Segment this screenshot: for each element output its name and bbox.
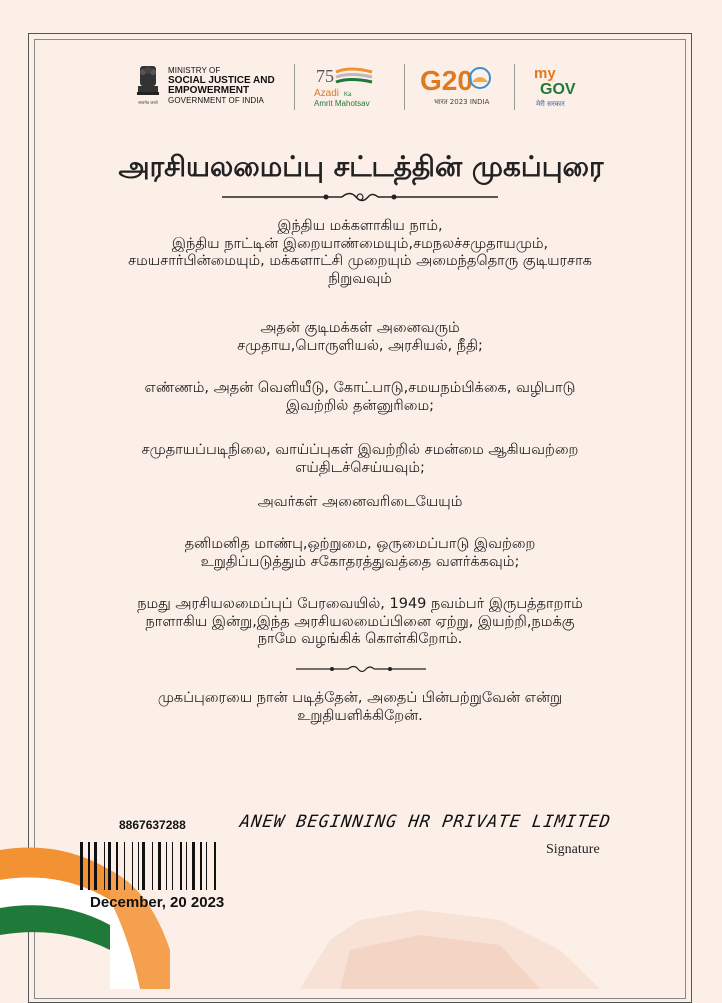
preamble-paragraph xyxy=(60,320,660,355)
preamble-paragraph xyxy=(60,218,660,288)
preamble-paragraph xyxy=(60,596,660,649)
preamble-line: சமுதாய,பொருளியல், அரசியல், நீதி; xyxy=(237,337,483,354)
preamble-line: சமயசார்பின்மையும், மக்களாட்சி முறையும் அமைந்ததொரு குடியரசாக xyxy=(128,253,592,269)
barcode-bar xyxy=(214,842,216,890)
g20-logo xyxy=(418,62,498,110)
logo-separator xyxy=(514,64,515,110)
preamble-line: சமுதாயப்படிநிலை, வாய்ப்புகள் இவற்றில் சமன்மை ஆகியவற்றை xyxy=(141,442,579,458)
ornament-divider xyxy=(222,188,498,206)
preamble-line: எய்திடச்செய்யவும்; xyxy=(295,459,425,476)
barcode-bar xyxy=(132,842,133,890)
barcode-bar xyxy=(152,842,153,890)
issue-date: December, 20 2023 xyxy=(90,894,225,911)
barcode-bar xyxy=(80,842,83,890)
mygov-my: my xyxy=(534,65,556,82)
barcode-bar xyxy=(172,842,173,890)
preamble-line: நாமே வழங்கிக் கொள்கிறோம். xyxy=(257,631,463,647)
barcode-bar xyxy=(104,842,105,890)
ornament-divider-small xyxy=(296,662,426,676)
barcode-bar xyxy=(94,842,97,890)
barcode-bar xyxy=(108,842,111,890)
azadi-75: 75 xyxy=(316,66,334,86)
preamble-line: இந்திய நாட்டின் இறையாண்மையும்,சமநலச்சமுதாயமும், xyxy=(171,235,549,252)
barcode-bar xyxy=(142,842,145,890)
g20-text: G20 xyxy=(420,65,473,96)
preamble-paragraph xyxy=(60,536,660,571)
ministry-line-4: GOVERNMENT OF INDIA xyxy=(168,96,264,105)
emblem-caption: सत्यमेव जयते xyxy=(138,100,158,105)
preamble-line: இவற்றில் தன்னுரிமை; xyxy=(285,397,434,414)
amrit-mahotsav-text: Amrit Mahotsav xyxy=(314,99,370,108)
barcode-bar xyxy=(192,842,195,890)
ministry-line-2: SOCIAL JUSTICE AND xyxy=(168,75,275,86)
barcode-bar xyxy=(88,842,90,890)
signature-label: Signature xyxy=(546,842,600,857)
serial-number: 8867637288 xyxy=(119,818,186,832)
preamble-line: நிறுவவும் xyxy=(328,270,392,287)
ministry-line-3: EMPOWERMENT xyxy=(168,85,250,96)
barcode xyxy=(80,842,260,890)
azadi-text: Azadi xyxy=(314,88,340,99)
logo-bar xyxy=(0,62,722,112)
preamble-line: இந்திய மக்களாகிய நாம், xyxy=(277,218,443,234)
preamble-line: அதன் குடிமக்கள் அனைவரும் xyxy=(260,320,460,336)
barcode-bar xyxy=(200,842,202,890)
barcode-bar xyxy=(206,842,207,890)
preamble-paragraph xyxy=(60,494,660,512)
barcode-bar xyxy=(124,842,125,890)
barcode-bar xyxy=(138,842,139,890)
mygov-gov: GOV xyxy=(540,81,576,98)
mygov-logo xyxy=(528,62,592,110)
company-signature: ANEW BEGINNING HR PRIVATE LIMITED xyxy=(238,812,613,832)
preamble-paragraph xyxy=(60,442,660,477)
ministry-line-1: MINISTRY OF xyxy=(168,66,221,75)
logo-separator xyxy=(404,64,405,110)
preamble-line: எண்ணம், அதன் வெளியீடு, கோட்பாடு,சமயநம்பிக்கை, வழிபாடு xyxy=(144,380,576,396)
pledge-line: உறுதியளிக்கிறேன். xyxy=(297,707,423,724)
pledge-line: முகப்புரையை நான் படித்தேன், அதைப் பின்பற்றுவேன் என்று xyxy=(157,690,563,706)
preamble-line: தனிமனித மாண்பு,ஒற்றுமை, ஒருமைப்பாடு இவற்றை xyxy=(184,536,536,552)
barcode-bar xyxy=(186,842,187,890)
preamble-line: அவர்கள் அனைவரிடையேயும் xyxy=(257,494,463,510)
pledge-paragraph xyxy=(60,690,660,725)
mygov-subtitle: मेरी सरकार xyxy=(536,100,565,108)
logo-separator xyxy=(294,64,295,110)
ministry-name xyxy=(168,66,275,106)
preamble-paragraph xyxy=(60,380,660,415)
barcode-bar xyxy=(180,842,182,890)
national-emblem-icon xyxy=(134,64,162,108)
preamble-line: நாளாகிய இன்று,இந்த அரசியலமைப்பினை ஏற்று, இயற்றி,நமக்கு xyxy=(145,613,575,630)
barcode-bar xyxy=(166,842,167,890)
barcode-bar xyxy=(116,842,118,890)
g20-subtitle: भारत 2023 INDIA xyxy=(434,98,490,106)
barcode-bar xyxy=(158,842,161,890)
azadi-ka-amrit-mahotsav-logo xyxy=(310,62,380,110)
preamble-line: உறுதிப்படுத்தும் சகோதரத்துவத்தை வளர்க்கவும்; xyxy=(200,553,520,570)
azadi-ka: Ka xyxy=(344,92,352,98)
preamble-line: நமது அரசியலமைப்புப் பேரவையில், 1949 நவம்பர் இருபத்தாறாம் xyxy=(137,596,583,612)
page-title: அரசியலமைப்பு சட்டத்தின் முகப்புரை xyxy=(118,150,604,183)
